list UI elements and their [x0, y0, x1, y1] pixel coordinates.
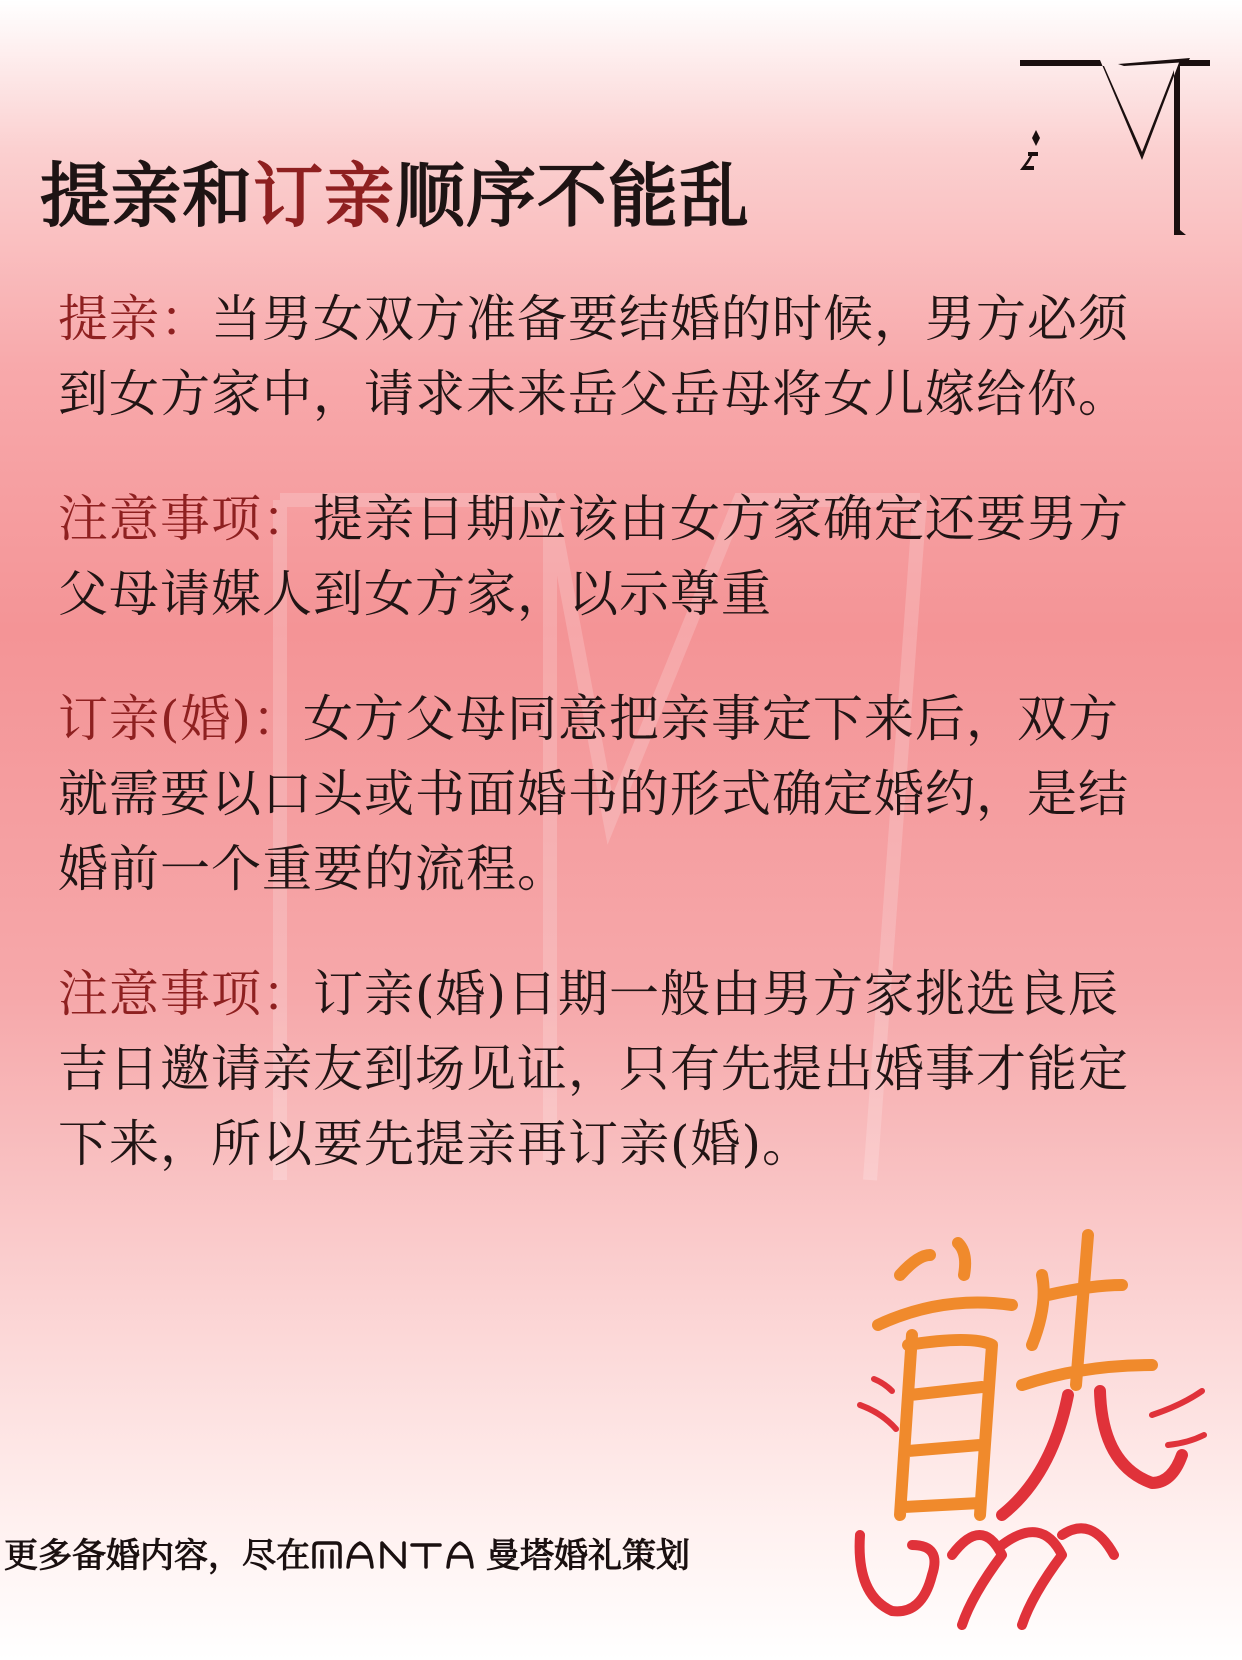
- section-text: 女方父母同意把亲事定下来后，双方就需要以口头或书面婚书的形式确定婚约，是结婚前一个重要的流程。: [58, 690, 1129, 898]
- title-accent: 订亲: [253, 155, 395, 237]
- section-label: 订亲(婚)：: [58, 690, 304, 748]
- title-part1: 提亲和: [40, 155, 253, 237]
- footer-prefix: 更多备婚内容，尽在: [4, 1536, 310, 1576]
- section-label: 注意事项：: [58, 965, 313, 1023]
- section-engagement-notes: [58, 957, 1138, 1182]
- mt-logo-icon: [1020, 40, 1220, 240]
- section-text: 当男女双方准备要结婚的时候，男方必须到女方家中，请求未来岳父岳母将女儿嫁给你。: [58, 290, 1129, 423]
- section-label: 注意事项：: [58, 490, 313, 548]
- content-body: [58, 282, 1138, 1232]
- footer-suffix: 曼塔婚礼策划: [486, 1536, 690, 1576]
- shouxian-calligraphy-stamp-icon: [852, 1215, 1212, 1635]
- section-text: 提亲日期应该由女方家确定还要男方父母请媒人到女方家，以示尊重: [58, 490, 1129, 623]
- manta-wordmark-icon: [310, 1539, 486, 1571]
- title-part3: 顺序不能乱: [395, 155, 750, 237]
- section-engagement: [58, 682, 1138, 907]
- section-propose-notes: [58, 482, 1138, 632]
- section-propose: [58, 282, 1138, 432]
- section-label: 提亲：: [58, 290, 211, 348]
- section-text: 订亲(婚)日期一般由男方家挑选良辰吉日邀请亲友到场见证，只有先提出婚事才能定下来，所以要先提亲再订亲(婚)。: [58, 965, 1129, 1173]
- footer-promo: [4, 1528, 690, 1577]
- page-title: [40, 140, 750, 241]
